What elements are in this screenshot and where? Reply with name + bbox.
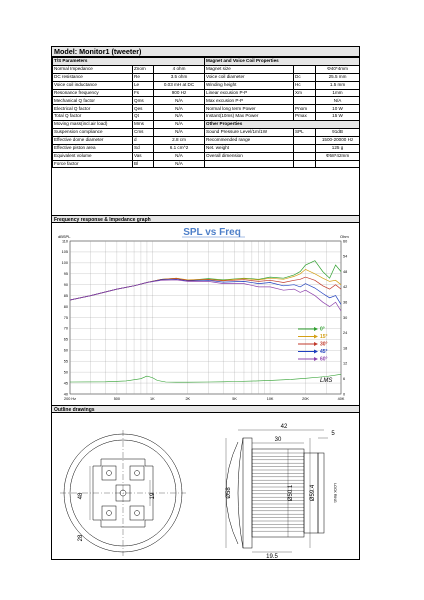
x-tick-label: 500 [113,397,121,401]
ts-val: N/A [154,113,205,121]
y2-tick-label: 60 [343,239,348,244]
y2-tick-label: 42 [343,285,348,290]
frequency-response-graph [52,224,359,405]
empty-cell [316,160,360,168]
y2-tick-label: 6 [343,377,346,381]
side-dim-59-4: Ø59.4 [310,484,316,502]
y-tick-label: 95 [63,272,68,277]
ts-name: Force factor [53,160,133,168]
spec-row [53,65,360,73]
spec-row [53,144,360,152]
front-dim-48: 48 [78,492,84,500]
ts-header: T/S Parameters [53,58,205,66]
spec-row [53,129,360,137]
terminal-bottom-right [130,506,144,520]
ts-val: N/A [154,129,205,137]
ts-val: 900 Hz [154,89,205,97]
ts-sym: Bl [133,160,154,168]
ts-name: Effective dome diameter [53,136,133,144]
spec-row [53,97,360,105]
y2-tick-label: 18 [343,346,348,351]
spec-table [52,57,360,168]
y-tick-label: 90 [63,283,68,288]
magnet-header: Magnet and Voice Coil Properties [205,58,360,66]
front-dim-19: 19 [150,492,156,500]
spec-row [53,105,360,113]
prop-sym [294,97,316,105]
ts-val: N/A [154,97,205,105]
ts-val: 3.5 ohm [154,73,205,81]
spec-row [53,136,360,144]
ts-val: N/A [154,121,205,129]
plot-area [62,239,348,401]
y-tick-label: 105 [61,250,68,255]
prop-val: Φ58*42mm [316,152,360,160]
outline-drawings [52,414,359,560]
terminal-top-right [130,466,144,480]
prop-name: Magnet size [205,65,294,73]
spec-row [53,81,360,89]
y-tick-label: 60 [63,348,68,353]
prop-sym: Hc [294,81,316,89]
prop-val: 15 W [316,113,360,121]
y-tick-label: 110 [61,239,68,244]
ts-name: Normal Impedance [53,65,133,73]
prop-name: Sound Pressure Level/1m/1W [205,129,294,137]
ts-val: 4 ohm [154,65,205,73]
prop-name: Voice coil diameter [205,73,294,81]
prop-sym: SPL [294,129,316,137]
y-tick-label: 100 [61,261,68,266]
prop-val: N/A [316,97,360,105]
legend-label: 45° [320,349,328,356]
prop-val: 1mm [316,89,360,97]
x-tick-label: 2K [185,397,191,401]
drawings-section-title: Outline drawings [52,405,359,413]
ts-name: Electrical Q factor [53,105,133,113]
ts-val: N/A [154,152,205,160]
y-tick-label: 85 [63,293,68,298]
spec-row [53,113,360,121]
prop-sym: Pnom [294,105,316,113]
prop-sym: Xm [294,89,316,97]
ts-name: Equivalent volume [53,152,133,160]
ts-sym: Qms [133,97,154,105]
ts-sym: Cms [133,129,154,137]
prop-sym [294,144,316,152]
x-tick-label: 200 Hz [63,397,77,401]
y-tick-label: 75 [63,315,68,320]
y-tick-label: 55 [63,359,68,364]
outline-drawing [52,414,359,560]
lock-ring [318,453,324,533]
spec-row [53,152,360,160]
ts-sym: Qt [133,113,154,121]
ts-sym: Mms [133,121,154,129]
empty-cell [294,160,316,168]
ts-name: DC resistance [53,73,133,81]
y-tick-label: 65 [63,337,68,342]
empty-cell [205,160,294,168]
front-dim-28: 28 [78,534,84,542]
prop-name: Recommended range [205,136,294,144]
ts-sym: d [133,136,154,144]
ts-sym: Le [133,81,154,89]
prop-name: Overall dimension [205,152,294,160]
ts-val: N/A [154,105,205,113]
y2-tick-label: 12 [343,361,348,366]
prop-val: 91dB [316,129,360,137]
ts-name: Mechanical Q factor [53,97,133,105]
side-dim-5: 5 [331,431,335,437]
ts-name: Suspension compliance [53,129,133,137]
ts-name: Effective piston area [53,144,133,152]
prop-name: Net. weight [205,144,294,152]
x-tick-label: 10K [266,397,274,401]
ts-sym: Qes [133,105,154,113]
side-dim-42: 42 [280,424,288,430]
y-tick-label: 50 [63,370,68,375]
ts-val: N/A [154,160,205,168]
graph-section-title: Frequency response & Impedance graph [52,215,359,223]
y2-tick-label: 24 [343,331,348,336]
y2-tick-label: 48 [343,269,348,274]
spec-row [53,121,360,129]
legend-label: 60° [320,356,328,363]
ts-sym: Vas [133,152,154,160]
x-tick-label: 5K [232,397,237,401]
body [252,449,304,537]
spl-chart [52,224,359,405]
terminal-bottom-left [102,506,116,520]
prop-sym [294,152,316,160]
legend-label: 15° [320,334,328,341]
side-dim-58: Ø58 [226,487,232,499]
y-tick-label: 40 [63,392,68,397]
prop-name: Winding height [205,81,294,89]
lock-ring-label: LOCK RING [333,483,337,503]
lms-watermark: LMS [320,378,333,384]
prop-val: 125 g [316,144,360,152]
chart-title: SPL vs Freq [183,227,241,238]
side-dim-19-5: 19.5 [266,554,278,560]
prop-val: Φ40*4mm [316,65,360,73]
y2-axis-label: Ohm [340,234,349,239]
ts-sym: Fs [133,89,154,97]
prop-val: 1.5 mm [316,81,360,89]
spec-sheet [51,46,360,560]
ts-name: Resonance frequency [53,89,133,97]
prop-sym: Dc [294,73,316,81]
prop-val: 10 W [316,105,360,113]
ts-name: Voice coil inductance [53,81,133,89]
ts-sym: Re [133,73,154,81]
terminal-top-left [102,466,116,480]
prop-sym: Pmax [294,113,316,121]
y-tick-label: 45 [63,381,68,386]
x-tick-label: 20K [302,397,309,401]
y2-tick-label: 0 [343,392,346,397]
y2-tick-label: 54 [343,254,348,259]
ts-val: 0.03 mH at DC [154,81,205,89]
spec-row [53,89,360,97]
prop-val: 25.5 mm [316,73,360,81]
dome-rim [238,438,243,548]
ts-val: 2.8 cm [154,136,205,144]
ts-name: Total Q factor [53,113,133,121]
ts-name: Moving mass(incl.air load) [53,121,133,129]
x-tick-label: 1K [149,397,155,401]
ts-sym: Znom [133,65,154,73]
prop-val: 1500-20000 Hz [316,136,360,144]
side-dim-30: 30 [274,437,282,443]
y-axis-label: dBSPL [58,234,71,239]
y-tick-label: 80 [63,304,68,309]
flange [243,438,252,548]
prop-name: Linear excusion P-P [205,89,294,97]
prop-name: Instant(10ms) Max Power [205,113,294,121]
prop-name: Max excusion P-P [205,97,294,105]
side-body-fins [252,453,304,531]
y2-tick-label: 30 [343,315,348,320]
y-tick-label: 70 [63,326,68,331]
y2-tick-label: 36 [343,300,348,305]
legend-label: 0° [320,326,325,333]
spec-row [53,73,360,81]
ts-val: 6.1 cm^2 [154,144,205,152]
side-dim-50-1: Ø50.1 [288,484,294,502]
prop-sym [294,136,316,144]
other-properties-header: Other Properties [205,121,360,129]
ts-sym: Sd [133,144,154,152]
prop-name: Normal long term Power [205,105,294,113]
spec-header-row [53,58,360,66]
prop-sym [294,65,316,73]
spec-row [53,160,360,168]
x-tick-label: 40K [337,397,345,401]
model-title: Model: Monitor1 (tweeter) [52,47,359,57]
legend-label: 30° [320,341,328,348]
